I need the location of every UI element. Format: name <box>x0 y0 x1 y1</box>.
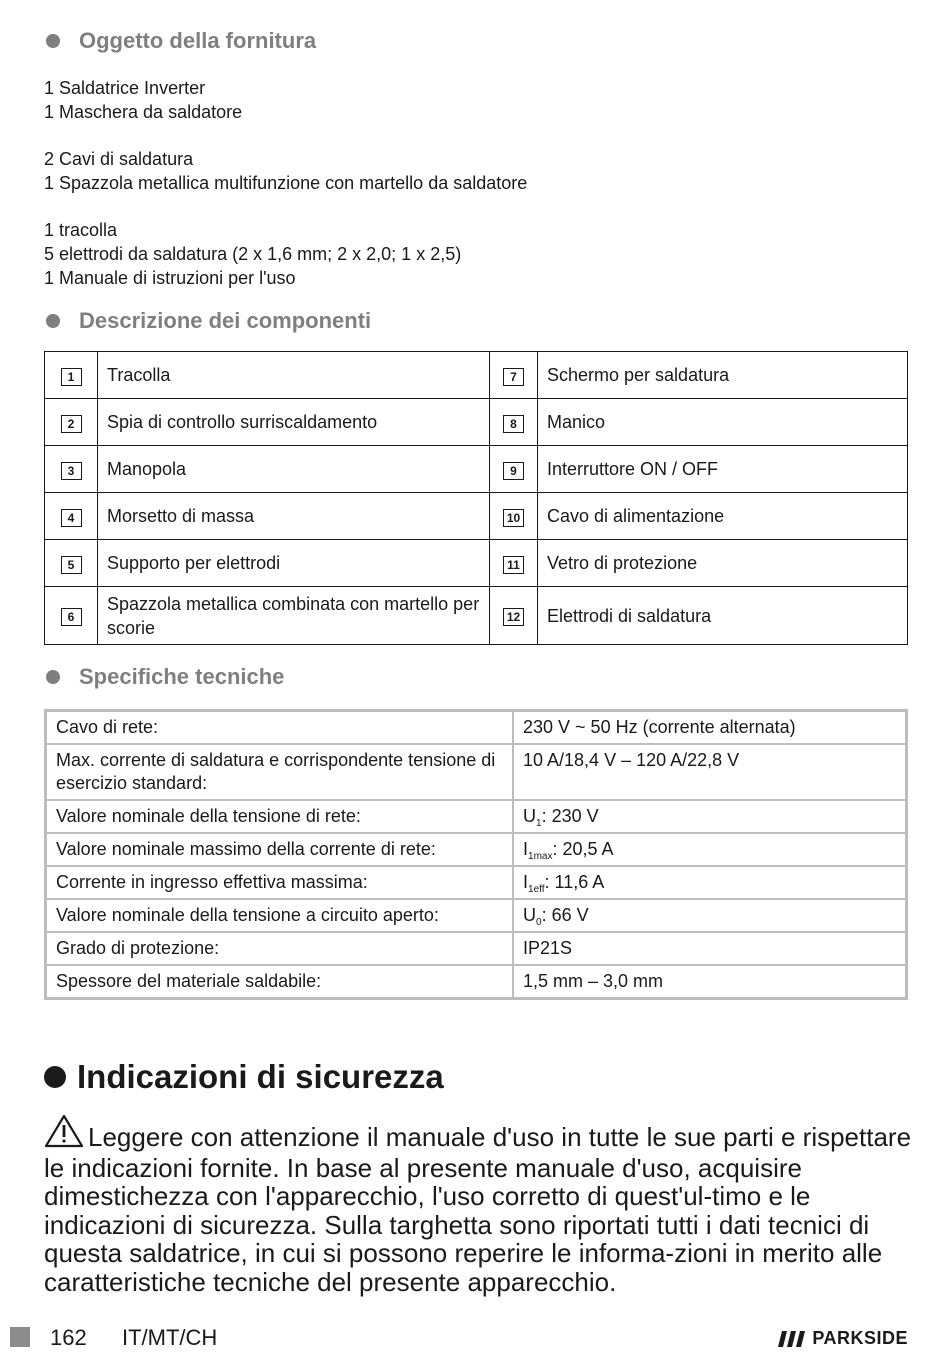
part-number: 2 <box>61 415 82 433</box>
supply-heading: Oggetto della fornitura <box>44 28 316 54</box>
table-row <box>46 833 906 866</box>
part-label: Supporto per elettrodi <box>98 540 490 587</box>
list-item: 1 Spazzola metallica multifunzione con martello da saldatore <box>44 173 528 193</box>
part-number: 7 <box>503 368 524 386</box>
part-number: 6 <box>61 608 82 626</box>
supply-list-c <box>44 218 461 290</box>
spec-value: 230 V ~ 50 Hz (corrente alternata) <box>513 711 906 744</box>
page-footer <box>0 1325 950 1355</box>
part-number: 4 <box>61 509 82 527</box>
part-number: 1 <box>61 368 82 386</box>
spec-key: Corrente in ingresso effettiva massima: <box>46 866 513 899</box>
bullet-icon <box>46 34 60 48</box>
table-row <box>45 446 908 493</box>
country-codes: IT/MT/CH <box>122 1325 218 1350</box>
spec-value: IP21S <box>513 932 906 965</box>
spec-key: Spessore del materiale saldabile: <box>46 965 513 998</box>
components-heading: Descrizione dei componenti <box>44 308 371 334</box>
part-label: Elettrodi di saldatura <box>538 587 908 645</box>
specs-heading: Specifiche tecniche <box>44 664 284 690</box>
brand-name: PARKSIDE <box>812 1328 908 1348</box>
part-number: 11 <box>503 556 524 574</box>
part-label: Manopola <box>98 446 490 493</box>
bullet-icon <box>46 670 60 684</box>
spec-value: $I_{1max}$: 20,5 A <box>513 833 906 866</box>
part-label: Morsetto di massa <box>98 493 490 540</box>
bullet-icon <box>44 1066 66 1088</box>
part-label: Manico <box>538 399 908 446</box>
list-item: 2 Cavi di saldatura <box>44 149 194 169</box>
components-table <box>44 351 908 645</box>
table-row <box>45 399 908 446</box>
specs-table <box>44 709 908 1000</box>
part-label: Schermo per saldatura <box>538 352 908 399</box>
safety-paragraph: Leggere con attenzione il manuale d'uso in tutte le sue parti e rispettare le indicazioni fornite. In base al presente manuale d'uso, acquisire dimestichezza con l'apparecchio, l'uso corretto di quest'ul-timo e le indicazioni di sicurezza. Sulla targhetta sono riportati tutti i dati tecnici di questa saldatrice, in cui si possono reperire le informa-zioni in merito alle caratteristiche tecniche del presente apparecchio. <box>44 1114 914 1296</box>
part-number: 3 <box>61 462 82 480</box>
table-row <box>45 587 908 645</box>
list-item: 1 Manuale di istruzioni per l'uso <box>44 268 296 288</box>
page-number: 162 <box>50 1325 87 1350</box>
spec-value: 1,5 mm – 3,0 mm <box>513 965 906 998</box>
part-label: Cavo di alimentazione <box>538 493 908 540</box>
spec-value: 10 A/18,4 V – 120 A/22,8 V <box>513 744 906 800</box>
supply-list-a <box>44 76 242 124</box>
list-item: 1 tracolla <box>44 220 118 240</box>
brand-logo <box>778 1328 908 1349</box>
list-item: 1 Saldatrice Inverter <box>44 78 206 98</box>
spec-key: Max. corrente di saldatura e corrispondente tensione di esercizio standard: <box>46 744 513 800</box>
table-row <box>45 493 908 540</box>
footer-square-icon <box>10 1327 30 1347</box>
warning-triangle-icon <box>44 1114 84 1154</box>
list-item: 5 elettrodi da saldatura (2 x 1,6 mm; 2 x 2,0; 1 x 2,5) <box>44 244 462 264</box>
part-number: 10 <box>503 509 524 527</box>
table-row <box>46 866 906 899</box>
spec-value: $U_1$: 230 V <box>513 800 906 833</box>
part-label: Interruttore ON / OFF <box>538 446 908 493</box>
part-label: Vetro di protezione <box>538 540 908 587</box>
part-label: Spia di controllo surriscaldamento <box>98 399 490 446</box>
spec-key: Valore nominale massimo della corrente di rete: <box>46 833 513 866</box>
part-number: 8 <box>503 415 524 433</box>
list-item: 1 Maschera da saldatore <box>44 102 243 122</box>
table-row <box>46 965 906 998</box>
table-row <box>45 540 908 587</box>
table-row <box>46 711 906 744</box>
spec-key: Grado di protezione: <box>46 932 513 965</box>
spec-key: Cavo di rete: <box>46 711 513 744</box>
spec-key: Valore nominale della tensione a circuito aperto: <box>46 899 513 932</box>
safety-heading: Indicazioni di sicurezza <box>44 1058 444 1096</box>
spec-key: Valore nominale della tensione di rete: <box>46 800 513 833</box>
part-label: Tracolla <box>98 352 490 399</box>
table-row <box>45 352 908 399</box>
part-number: 5 <box>61 556 82 574</box>
part-label: Spazzola metallica combinata con martello per scorie <box>98 587 490 645</box>
table-row <box>46 800 906 833</box>
supply-list-b <box>44 147 527 195</box>
table-row <box>46 932 906 965</box>
spec-value: $U_0$: 66 V <box>513 899 906 932</box>
part-number: 12 <box>503 608 524 626</box>
table-row <box>46 744 906 800</box>
brand-slashes-icon <box>778 1331 806 1347</box>
bullet-icon <box>46 314 60 328</box>
table-row <box>46 899 906 932</box>
spec-value: $I_{1eff}$: 11,6 A <box>513 866 906 899</box>
part-number: 9 <box>503 462 524 480</box>
